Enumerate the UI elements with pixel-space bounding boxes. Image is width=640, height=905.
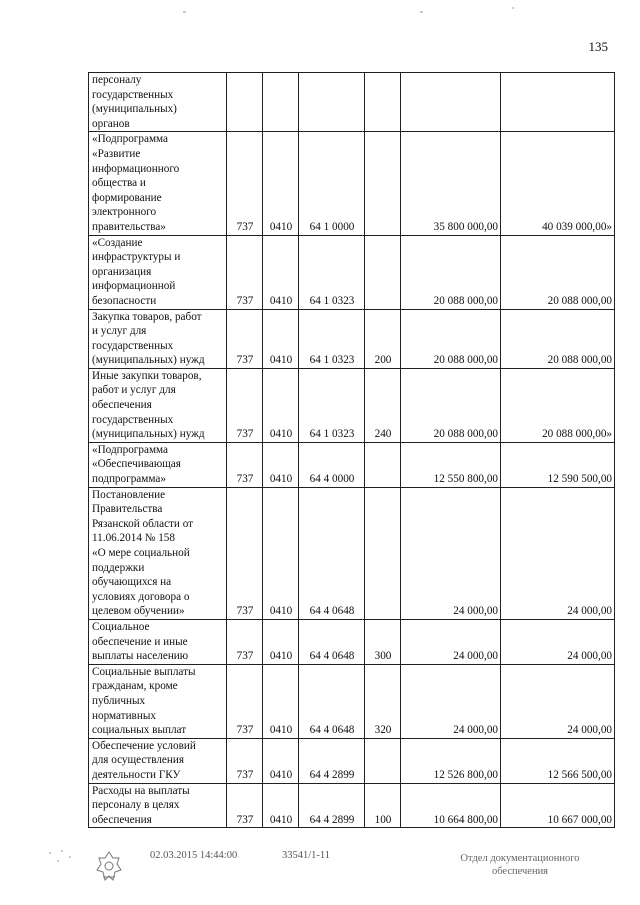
cell-expense-type: 320: [365, 664, 401, 738]
cell-ved: [227, 73, 263, 132]
table-row: [89, 132, 615, 235]
cell-section: 0410: [263, 738, 299, 783]
cell-name: Иные закупки товаров, работ и услуг для обеспечения государственных (муниципальных) нужд: [89, 368, 227, 442]
cell-sum-year1: 24 000,00: [401, 664, 501, 738]
cell-ved: 737: [227, 368, 263, 442]
cell-sum-year2: 24 000,00: [501, 664, 615, 738]
cell-sum-year1: 12 550 800,00: [401, 442, 501, 487]
cell-ved: 737: [227, 309, 263, 368]
cell-section: 0410: [263, 368, 299, 442]
cell-sum-year1: 35 800 000,00: [401, 132, 501, 235]
cell-sum-year1: 24 000,00: [401, 619, 501, 664]
cell-target-article: 64 4 0648: [299, 619, 365, 664]
cell-name: Постановление Правительства Рязанской области от 11.06.2014 № 158 «О мере социальной поддержки обучающихся на условиях договора о целевом обучении»: [89, 487, 227, 619]
cell-target-article: 64 4 0648: [299, 664, 365, 738]
table-row: [89, 783, 615, 828]
footer-timestamp: 02.03.2015 14:44:00: [150, 850, 238, 861]
cell-sum-year2: [501, 73, 615, 132]
cell-ved: 737: [227, 235, 263, 309]
cell-target-article: 64 4 2899: [299, 783, 365, 828]
cell-sum-year1: 24 000,00: [401, 487, 501, 619]
cell-expense-type: 200: [365, 309, 401, 368]
cell-expense-type: 240: [365, 368, 401, 442]
cell-target-article: 64 1 0323: [299, 235, 365, 309]
cell-expense-type: [365, 73, 401, 132]
cell-sum-year2: 24 000,00: [501, 487, 615, 619]
cell-sum-year2: 20 088 000,00»: [501, 368, 615, 442]
cell-name: «Создание инфраструктуры и организация информационной безопасности: [89, 235, 227, 309]
table-row: [89, 73, 615, 132]
cell-sum-year1: [401, 73, 501, 132]
table-row: [89, 487, 615, 619]
coat-of-arms-icon: [95, 850, 123, 882]
cell-target-article: 64 4 0000: [299, 442, 365, 487]
page-number: 135: [588, 39, 608, 54]
cell-section: 0410: [263, 309, 299, 368]
cell-ved: 737: [227, 442, 263, 487]
cell-sum-year1: 20 088 000,00: [401, 235, 501, 309]
cell-expense-type: [365, 235, 401, 309]
cell-section: 0410: [263, 487, 299, 619]
cell-target-article: 64 1 0323: [299, 309, 365, 368]
cell-name: Закупка товаров, работ и услуг для государственных (муниципальных) нужд: [89, 309, 227, 368]
cell-sum-year2: 12 590 500,00: [501, 442, 615, 487]
cell-section: 0410: [263, 664, 299, 738]
cell-expense-type: [365, 132, 401, 235]
cell-sum-year2: 10 667 000,00: [501, 783, 615, 828]
cell-section: 0410: [263, 442, 299, 487]
table-row: [89, 738, 615, 783]
cell-ved: 737: [227, 738, 263, 783]
cell-target-article: 64 4 0648: [299, 487, 365, 619]
cell-sum-year2: 20 088 000,00: [501, 309, 615, 368]
cell-section: [263, 73, 299, 132]
cell-expense-type: 100: [365, 783, 401, 828]
cell-sum-year2: 40 039 000,00»: [501, 132, 615, 235]
cell-section: 0410: [263, 132, 299, 235]
cell-name: «Подпрограмма «Развитие информационного общества и формирование электронного правительства»: [89, 132, 227, 235]
cell-sum-year2: 24 000,00: [501, 619, 615, 664]
cell-target-article: 64 1 0323: [299, 368, 365, 442]
table-row: [89, 442, 615, 487]
footer-department: Отдел документационного обеспечения: [460, 853, 580, 877]
cell-name: персоналу государственных (муниципальных) органов: [89, 73, 227, 132]
cell-target-article: 64 1 0000: [299, 132, 365, 235]
cell-ved: 737: [227, 664, 263, 738]
cell-target-article: 64 4 2899: [299, 738, 365, 783]
cell-expense-type: 300: [365, 619, 401, 664]
cell-ved: 737: [227, 487, 263, 619]
cell-sum-year1: 10 664 800,00: [401, 783, 501, 828]
scan-marks: [0, 0, 640, 20]
cell-expense-type: [365, 487, 401, 619]
cell-section: 0410: [263, 783, 299, 828]
footer-reg-number: 33541/1-11: [282, 850, 331, 861]
scan-noise: [40, 845, 100, 885]
table-row: [89, 619, 615, 664]
cell-name: «Подпрограмма «Обеспечивающая подпрограмма»: [89, 442, 227, 487]
cell-expense-type: [365, 442, 401, 487]
cell-name: Расходы на выплаты персоналу в целях обеспечения: [89, 783, 227, 828]
budget-table: [88, 72, 615, 828]
cell-section: 0410: [263, 619, 299, 664]
cell-sum-year1: 20 088 000,00: [401, 309, 501, 368]
cell-target-article: [299, 73, 365, 132]
cell-ved: 737: [227, 619, 263, 664]
table-row: [89, 368, 615, 442]
cell-expense-type: [365, 738, 401, 783]
cell-sum-year2: 20 088 000,00: [501, 235, 615, 309]
cell-ved: 737: [227, 132, 263, 235]
cell-sum-year1: 12 526 800,00: [401, 738, 501, 783]
table-row: [89, 309, 615, 368]
table-row: [89, 235, 615, 309]
cell-name: Социальные выплаты гражданам, кроме публичных нормативных социальных выплат: [89, 664, 227, 738]
cell-name: Обеспечение условий для осуществления деятельности ГКУ: [89, 738, 227, 783]
cell-sum-year2: 12 566 500,00: [501, 738, 615, 783]
cell-sum-year1: 20 088 000,00: [401, 368, 501, 442]
cell-name: Социальное обеспечение и иные выплаты населению: [89, 619, 227, 664]
cell-section: 0410: [263, 235, 299, 309]
cell-ved: 737: [227, 783, 263, 828]
table-row: [89, 664, 615, 738]
